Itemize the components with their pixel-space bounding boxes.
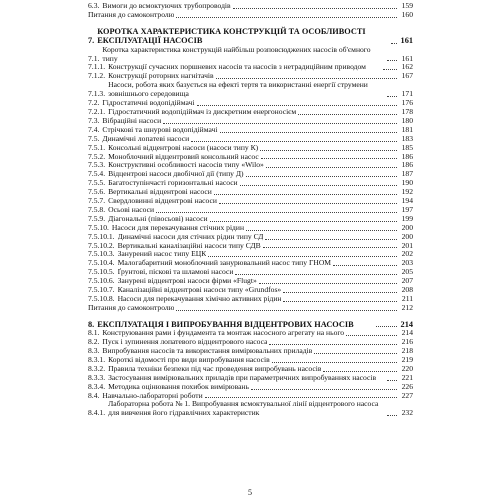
toc-page-number: 227 bbox=[401, 390, 413, 400]
toc-page-number: 203 bbox=[401, 258, 413, 268]
toc-entry-title: Занурені відцентрові насоси фірми «Flugt» bbox=[117, 277, 257, 286]
dot-leader bbox=[205, 397, 397, 398]
toc-entry bbox=[88, 63, 413, 72]
toc-entry bbox=[88, 242, 413, 251]
dot-leader bbox=[214, 194, 397, 195]
toc-page-number: 192 bbox=[401, 187, 413, 197]
toc-page-number: 178 bbox=[401, 106, 413, 116]
toc-entry bbox=[88, 188, 413, 197]
dot-leader bbox=[240, 185, 397, 186]
toc-entry-title: Ґрунтові, піскові та шламові насоси bbox=[117, 268, 234, 277]
toc-entry-title: Конструктивні особливості насосів типу «Wilo» bbox=[108, 161, 264, 170]
toc-entry-number: 7.3. bbox=[88, 115, 100, 125]
toc-entry-title: ЕКСПЛУАТАЦІЯ І ВИПРОБУВАННЯ ВІДЦЕНТРОВИХ НАСОСІВ bbox=[97, 319, 354, 329]
toc-entry-title: Пуск і зупинення лопатевого відцентрового насоса bbox=[102, 338, 268, 347]
toc-page-number: 199 bbox=[401, 213, 413, 223]
toc-entry-number: 7.5.1. bbox=[88, 142, 106, 152]
toc-entry-number: 8. bbox=[88, 319, 95, 329]
toc-entry bbox=[88, 286, 413, 295]
toc-entry-title: Насоси для перекачування хімічно активних рідин bbox=[117, 295, 282, 303]
toc-entry-number: 7.5.10.1. bbox=[88, 231, 115, 241]
toc-entry bbox=[88, 179, 413, 188]
toc-page-number: 205 bbox=[401, 267, 413, 277]
dot-leader bbox=[387, 96, 397, 97]
dot-leader bbox=[260, 150, 397, 151]
dot-leader bbox=[216, 78, 397, 79]
dot-leader bbox=[156, 212, 397, 213]
toc-page-number: 216 bbox=[401, 337, 413, 347]
toc-entry-number: 7.5.10.4. bbox=[88, 258, 115, 268]
dot-leader bbox=[176, 310, 397, 311]
toc-entry bbox=[88, 259, 413, 268]
toc-entry-number: 7.4. bbox=[88, 124, 100, 134]
dot-leader bbox=[283, 292, 397, 293]
toc-entry-title: Багатоступінчасті горизонтальні насоси bbox=[108, 179, 238, 188]
toc-entry-title: Малогабаритний моноблочний занурювальний насос типу ГНОМ bbox=[117, 259, 332, 268]
dot-leader bbox=[283, 301, 397, 302]
toc-entry-number: 8.3.3. bbox=[88, 372, 106, 382]
dot-leader bbox=[387, 380, 397, 381]
toc-entry-number: 7. bbox=[88, 36, 95, 46]
toc-entry-title: Застосування вимірювальних приладів при параметричних випробуваннях насосів bbox=[108, 372, 377, 382]
toc-entry-title: Лабораторна робота № 1. Випробування всмоктувальної лінії відцентрового насоса для вивчення його гідравлічних характеристик bbox=[108, 399, 379, 418]
toc-entry-number: 7.5.10.8. bbox=[88, 294, 115, 303]
toc-page-number: 207 bbox=[401, 276, 413, 286]
toc-entry-title: Занурений насос типу ЕЦК bbox=[117, 250, 207, 259]
dot-leader bbox=[314, 353, 397, 354]
dot-leader bbox=[387, 60, 397, 61]
toc-entry-number: 7.5.4. bbox=[88, 169, 106, 179]
toc-entry-title: Консольні відцентрові насоси (насоси типу К) bbox=[108, 143, 259, 152]
toc-entry-title: Правила техніки безпеки під час проведення випробувань насосів bbox=[108, 364, 322, 373]
toc-entry-title: Питання до самоконтролю bbox=[88, 303, 175, 312]
toc-entry bbox=[88, 108, 413, 117]
toc-entry-title: Осьові насоси bbox=[108, 205, 155, 214]
dot-leader bbox=[197, 105, 398, 106]
toc-entry bbox=[88, 383, 413, 392]
dot-leader bbox=[220, 132, 398, 133]
toc-entry-number: 7.5. bbox=[88, 133, 100, 143]
page-number: 5 bbox=[248, 488, 252, 497]
toc-page-number: 232 bbox=[401, 408, 413, 418]
dot-leader bbox=[235, 274, 397, 275]
toc-entry-title: Вимоги до всмоктуючих трубопроводів bbox=[102, 2, 231, 10]
toc-page-number: 208 bbox=[401, 285, 413, 295]
toc-entry-number: 7.5.10. bbox=[88, 222, 109, 232]
toc-entry bbox=[88, 135, 413, 144]
toc-entry-number: 7.5.10.6. bbox=[88, 276, 115, 286]
dot-leader bbox=[272, 362, 397, 363]
toc-entry bbox=[88, 338, 413, 347]
toc-entry-title: Динамічні лопатеві насоси bbox=[102, 134, 190, 143]
toc-entry-number: 7.2.1. bbox=[88, 106, 106, 116]
toc-entry bbox=[88, 347, 413, 356]
dot-leader bbox=[219, 203, 397, 204]
toc-entry-title: Короткі відомості про види випробування насосів bbox=[108, 355, 270, 364]
toc-page-number: 211 bbox=[401, 294, 413, 303]
toc-entry-number: 7.5.10.2. bbox=[88, 240, 115, 250]
toc-page-number: 162 bbox=[401, 62, 414, 72]
toc-entry-number: 7.1.2. bbox=[88, 71, 106, 81]
toc-entry bbox=[88, 215, 413, 224]
toc-page-number: 214 bbox=[400, 319, 413, 329]
toc-entry-title: Каналізаційні відцентрові насоси типу «Grundfos» bbox=[117, 286, 282, 295]
toc-chapter bbox=[88, 320, 413, 329]
dot-leader bbox=[391, 43, 397, 44]
dot-leader bbox=[333, 265, 397, 266]
toc-entry bbox=[88, 304, 413, 313]
toc-page-number: 200 bbox=[401, 222, 413, 232]
toc-entry bbox=[88, 153, 413, 162]
toc-entry bbox=[88, 2, 413, 11]
toc-entry-number: 7.1. bbox=[88, 53, 100, 63]
toc-entry bbox=[88, 277, 413, 286]
toc-entry-title: Моноблочний відцентровий консольний насос bbox=[108, 152, 259, 161]
toc-entry-title: Вертикальні відцентрові насоси bbox=[108, 188, 212, 197]
toc-chapter bbox=[88, 27, 413, 46]
toc-page-number: 221 bbox=[401, 372, 413, 382]
toc-entry bbox=[88, 400, 413, 418]
toc-page-number: 212 bbox=[401, 302, 413, 312]
toc-entry bbox=[88, 356, 413, 365]
toc-entry-number: 7.5.3. bbox=[88, 160, 106, 170]
toc-entry-title: Вібраційні насоси bbox=[102, 116, 162, 125]
toc-entry-title: Навчально-лабораторні роботи bbox=[102, 391, 203, 400]
toc-entry bbox=[88, 224, 413, 233]
toc-entry-title: Конструкції роторних нагнітачів bbox=[108, 72, 214, 81]
dot-leader bbox=[210, 221, 397, 222]
dot-leader bbox=[266, 167, 397, 168]
toc-entry-title: Відцентрові насоси двобічної дії (типу Д) bbox=[108, 170, 244, 179]
toc-page-number: 176 bbox=[401, 98, 413, 108]
toc-entry-number: 6.3. bbox=[88, 1, 100, 10]
dot-leader bbox=[208, 256, 397, 257]
toc-entry-title: Коротка характеристика конструкцій найбільш розповсюджених насосів об'ємного типу bbox=[102, 44, 371, 63]
toc-entry bbox=[88, 144, 413, 153]
toc-page-number: 214 bbox=[401, 328, 413, 338]
toc-entry-title: Питання до самоконтролю bbox=[88, 10, 175, 19]
toc-page-number: 161 bbox=[400, 36, 413, 46]
toc-entry-number: 7.5.10.5. bbox=[88, 267, 115, 277]
toc-entry-number: 8.3.2. bbox=[88, 363, 106, 373]
toc-page-number: 218 bbox=[401, 346, 413, 356]
dot-leader bbox=[259, 283, 397, 284]
toc-entry bbox=[88, 206, 413, 215]
toc-entry-title: Конструювання рами і фундамента та монтаж насосного агрегату на нього bbox=[102, 329, 345, 338]
toc-entry-number: 7.5.2. bbox=[88, 151, 106, 161]
dot-leader bbox=[191, 141, 397, 142]
dot-leader bbox=[246, 176, 397, 177]
toc-entry bbox=[88, 126, 413, 135]
toc-page-number: 161 bbox=[401, 53, 413, 63]
dot-leader bbox=[176, 17, 397, 18]
toc-entry bbox=[88, 117, 413, 126]
toc-entry-number: 7.5.10.7. bbox=[88, 285, 115, 295]
toc-page-number: 219 bbox=[401, 354, 413, 364]
dot-leader bbox=[387, 415, 397, 416]
toc-page-number: 194 bbox=[401, 196, 413, 206]
toc-entry-title: Випробування насосів та використання вимірювальних приладів bbox=[102, 347, 313, 356]
toc-entry-number: 8.2. bbox=[88, 337, 100, 347]
dot-leader bbox=[233, 8, 397, 9]
toc-page-number: 183 bbox=[401, 133, 413, 143]
toc-page-number: 181 bbox=[401, 124, 413, 134]
toc-entry bbox=[88, 329, 413, 338]
toc-entry-number: 8.3.4. bbox=[88, 381, 106, 391]
dot-leader bbox=[251, 389, 397, 390]
toc-page-number: 167 bbox=[401, 71, 413, 81]
toc-entry bbox=[88, 233, 413, 242]
toc-entry bbox=[88, 250, 413, 259]
toc-entry-number: 8.4.1. bbox=[88, 408, 106, 418]
dot-leader bbox=[346, 335, 397, 336]
toc-entry-title: Свердловинні відцентрові насоси bbox=[108, 197, 217, 206]
toc-entry-title: Гідростатичні водопідіймачі bbox=[102, 99, 195, 108]
toc-entry-number: 8.4. bbox=[88, 390, 100, 400]
toc-page-number: 226 bbox=[401, 381, 413, 391]
toc-entry-title: Конструкції сучасних поршневих насосів та насосів з нетрадиційним приводом bbox=[108, 62, 366, 72]
toc-entry-number: 7.2. bbox=[88, 98, 100, 108]
toc-entry bbox=[88, 161, 413, 170]
toc-entry bbox=[88, 99, 413, 108]
dot-leader bbox=[269, 344, 397, 345]
toc-entry-title: Насоси, робота яких базується на ефекті тертя та використанні енергії струмени зовнішнього середовища bbox=[108, 80, 368, 99]
toc-entry-title: Діагональні (півосьові) насоси bbox=[108, 214, 208, 223]
toc-page-number: 197 bbox=[401, 204, 413, 214]
toc-entry bbox=[88, 374, 413, 383]
dot-leader bbox=[323, 371, 397, 372]
toc-entry-number: 7.5.10.3. bbox=[88, 249, 115, 259]
dot-leader bbox=[265, 239, 397, 240]
toc-entry bbox=[88, 268, 413, 277]
toc-page-number: 180 bbox=[401, 115, 413, 125]
toc-page-number: 185 bbox=[401, 142, 413, 152]
toc-entry-number: 7.5.6. bbox=[88, 187, 106, 197]
toc-entry-title: Динамічні насоси для стічних рідин типу СД bbox=[117, 232, 264, 241]
toc-page-number: 186 bbox=[401, 151, 413, 161]
toc-page-number: 220 bbox=[401, 363, 413, 373]
toc-entry bbox=[88, 46, 413, 64]
toc-page-number: 201 bbox=[401, 240, 413, 250]
toc-page-number: 160 bbox=[401, 9, 413, 19]
toc-page-number: 202 bbox=[401, 249, 413, 259]
toc-entry bbox=[88, 197, 413, 206]
dot-leader bbox=[246, 230, 397, 231]
dot-leader bbox=[163, 123, 397, 124]
dot-leader bbox=[261, 158, 397, 159]
toc-entry-number: 8.1. bbox=[88, 328, 100, 338]
dot-leader bbox=[263, 247, 397, 248]
dot-leader bbox=[376, 326, 397, 327]
toc-entry-number: 8.3.1. bbox=[88, 354, 106, 364]
toc-entry bbox=[88, 11, 413, 20]
dot-leader bbox=[298, 114, 397, 115]
toc-entry-number: 7.5.8. bbox=[88, 204, 106, 214]
toc-entry-number: 7.5.9. bbox=[88, 213, 106, 223]
toc-entry-number: 7.5.7. bbox=[88, 196, 106, 206]
toc-entry bbox=[88, 295, 413, 304]
toc-entry bbox=[88, 170, 413, 179]
toc-entry-number: 8.3. bbox=[88, 346, 100, 356]
toc-entry-title: КОРОТКА ХАРАКТЕРИСТИКА КОНСТРУКЦІЙ ТА ОСОБЛИВОСТІ ЕКСПЛУАТАЦІЇ НАСОСІВ bbox=[97, 26, 366, 46]
dot-leader bbox=[383, 69, 398, 70]
toc-page-number: 200 bbox=[401, 231, 413, 241]
toc-entry-title: Гідростатичний водопідіймач із дискретним енергоносієм bbox=[108, 107, 297, 116]
toc-entry-title: Стрічкові та шнурові водопідіймачі bbox=[102, 125, 218, 134]
toc-page-number: 190 bbox=[401, 178, 413, 188]
toc-entry-number: 7.1.1. bbox=[88, 62, 106, 72]
table-of-contents bbox=[88, 2, 413, 418]
toc-page-number: 159 bbox=[401, 1, 413, 10]
toc-entry-title: Методика оцінювання похибок вимірювань bbox=[108, 382, 249, 391]
toc-page-number: 186 bbox=[401, 160, 413, 170]
toc-entry-title: Вертикальні каналізаційні насоси типу СДВ bbox=[117, 241, 261, 250]
toc-page-number: 171 bbox=[401, 89, 413, 99]
toc-entry-number: 7.1.3. bbox=[88, 89, 106, 99]
toc-entry-title: Насоси для перекачування стічних рідин bbox=[111, 223, 245, 232]
toc-page-number: 187 bbox=[401, 169, 413, 179]
toc-entry bbox=[88, 81, 413, 99]
toc-entry-number: 7.5.5. bbox=[88, 178, 106, 188]
